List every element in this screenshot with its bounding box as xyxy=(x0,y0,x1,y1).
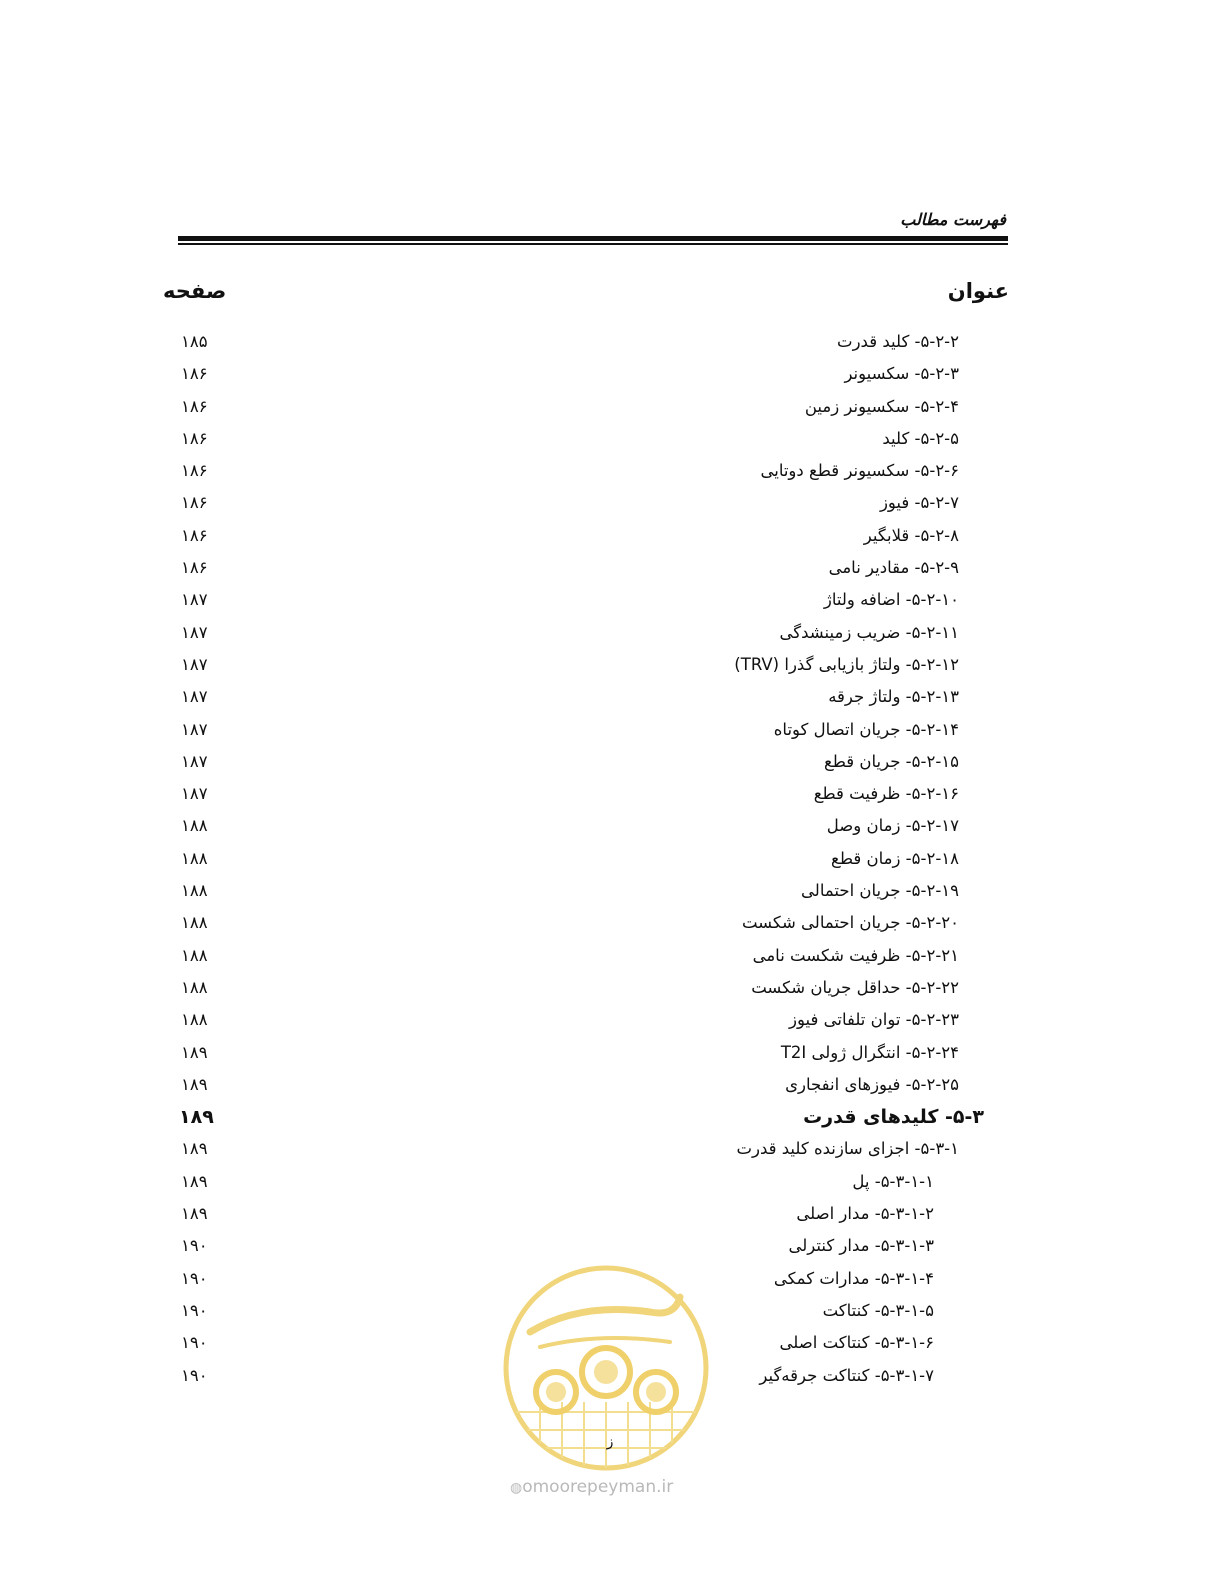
toc-entry xyxy=(0,778,1224,810)
toc-entry xyxy=(0,1166,1224,1198)
toc-entry-page: ۱۸۶ xyxy=(181,461,208,481)
column-heading-page: صفحه xyxy=(163,279,227,303)
toc-entry xyxy=(0,358,1224,390)
toc-entry-page: ۱۸۸ xyxy=(181,977,208,997)
toc-entry-page: ۱۸۶ xyxy=(181,525,208,545)
toc-entry-title: ۵-۳-۱-۴- مدارات کمکی xyxy=(773,1268,934,1288)
toc-entry xyxy=(0,455,1224,487)
toc-entry-page: ۱۸۷ xyxy=(181,654,208,674)
toc-entry-title: ۵-۳-۱-۵- کنتاکت xyxy=(822,1300,934,1320)
toc-entry xyxy=(0,907,1224,939)
toc-entry-page: ۱۸۹ xyxy=(181,1139,208,1159)
toc-entry-title: ۵-۲-۳- سکسیونر xyxy=(844,364,959,384)
toc-entry xyxy=(0,1069,1224,1101)
toc-entry xyxy=(0,391,1224,423)
toc-entry-page: ۱۸۶ xyxy=(181,558,208,578)
toc-section-heading xyxy=(0,1101,1224,1133)
toc-entry-page: ۱۸۸ xyxy=(181,945,208,965)
toc-entry-page: ۱۸۶ xyxy=(181,396,208,416)
toc-entry-page: ۱۹۰ xyxy=(181,1300,208,1320)
toc-entry-title: ۵-۲-۲۰- جریان احتمالی شکست xyxy=(741,913,959,933)
toc-entry xyxy=(0,875,1224,907)
toc-entry-page: ۱۸۶ xyxy=(181,493,208,513)
toc-entry-title: ۵-۲-۱۳- ولتاژ جرقه xyxy=(828,687,959,707)
toc-entry-title: ۵-۳-۱-۱- پل xyxy=(852,1171,934,1191)
toc-entry xyxy=(0,520,1224,552)
toc-entry xyxy=(0,1037,1224,1069)
toc-list xyxy=(0,326,1224,1392)
toc-entry-page: ۱۸۹ xyxy=(181,1074,208,1094)
toc-entry-title: ۵-۲-۱۱- ضریب زمینشدگی xyxy=(779,622,959,642)
toc-entry xyxy=(0,1004,1224,1036)
toc-entry-title: ۵-۲-۸- قلابگیر xyxy=(863,525,959,545)
page-number: ز xyxy=(606,1434,614,1450)
toc-entry xyxy=(0,1133,1224,1165)
toc-entry xyxy=(0,487,1224,519)
toc-entry xyxy=(0,746,1224,778)
toc-entry xyxy=(0,423,1224,455)
toc-entry-title: ۵-۲-۲۳- توان تلفاتی فیوز xyxy=(789,1010,959,1030)
toc-entry xyxy=(0,1230,1224,1262)
toc-entry-title: ۵-۲-۲۵- فیوزهای انفجاری xyxy=(785,1074,959,1094)
toc-entry-page: ۱۸۹ xyxy=(181,1204,208,1224)
toc-entry xyxy=(0,972,1224,1004)
header-rule-thick xyxy=(178,236,1008,241)
toc-entry xyxy=(0,649,1224,681)
toc-entry-title: ۵-۲-۲۱- ظرفیت شکست نامی xyxy=(752,945,959,965)
toc-entry-page: ۱۸۹ xyxy=(181,1042,208,1062)
toc-entry xyxy=(0,810,1224,842)
toc-entry-page: ۱۹۰ xyxy=(181,1333,208,1353)
toc-entry xyxy=(0,326,1224,358)
toc-entry-title: ۵-۲-۱۰- اضافه ولتاژ xyxy=(823,590,959,610)
toc-entry-page: ۱۸۵ xyxy=(181,332,208,351)
toc-entry-page: ۱۸۹ xyxy=(181,1171,208,1191)
toc-entry-page: ۱۹۰ xyxy=(181,1365,208,1385)
toc-entry xyxy=(0,714,1224,746)
toc-entry-title: ۵-۳-۱-۲- مدار اصلی xyxy=(796,1204,934,1224)
toc-entry-page: ۱۸۸ xyxy=(181,913,208,933)
toc-entry-title: ۵-۲-۶- سکسیونر قطع دوتایی xyxy=(760,461,959,481)
toc-entry-page: ۱۸۷ xyxy=(181,687,208,707)
toc-entry-page: ۱۸۷ xyxy=(181,719,208,739)
toc-entry xyxy=(0,843,1224,875)
toc-entry-page: ۱۸۷ xyxy=(181,784,208,804)
toc-entry-page: ۱۸۸ xyxy=(181,1010,208,1030)
toc-entry-title: ۵-۲-۲۴- انتگرال ژولی T2I xyxy=(780,1042,959,1062)
toc-entry-title: ۵-۲-۲- کلید قدرت xyxy=(837,332,959,351)
toc-entry-page: ۱۸۸ xyxy=(181,881,208,901)
globe-icon: ◍ xyxy=(510,1480,523,1496)
toc-entry-title: ۵-۲-۱۵- جریان قطع xyxy=(823,751,959,771)
header-rule-thin xyxy=(178,243,1008,245)
toc-entry-title: ۵-۲-۷- فیوز xyxy=(879,493,959,513)
toc-entry-title: ۵-۲-۹- مقادیر نامی xyxy=(828,558,959,578)
toc-entry xyxy=(0,617,1224,649)
toc-entry-title: ۵-۲-۱۹- جریان احتمالی xyxy=(801,881,959,901)
toc-entry-title: ۵-۲-۴- سکسیونر زمین xyxy=(804,396,959,416)
toc-entry xyxy=(0,1198,1224,1230)
toc-entry-page: ۱۸۹ xyxy=(179,1106,214,1129)
toc-entry-page: ۱۹۰ xyxy=(181,1268,208,1288)
toc-entry-page: ۱۹۰ xyxy=(181,1236,208,1256)
toc-entry-title: ۵-۲-۱۶- ظرفیت قطع xyxy=(813,784,959,804)
toc-entry-page: ۱۸۶ xyxy=(181,364,208,384)
toc-entry-title: ۵-۳-۱-۶- کنتاکت اصلی xyxy=(779,1333,934,1353)
toc-entry-page: ۱۸۷ xyxy=(181,590,208,610)
watermark-text: omoorepeyman.ir xyxy=(522,1477,674,1497)
toc-entry-title: ۵-۳-۱-۷- کنتاکت جرقه‌گیر xyxy=(759,1365,934,1385)
toc-entry-page: ۱۸۷ xyxy=(181,751,208,771)
toc-entry-page: ۱۸۷ xyxy=(181,622,208,642)
toc-entry-title: ۵-۲-۲۲- حداقل جریان شکست xyxy=(751,977,959,997)
toc-entry-title: ۵-۲-۱۴- جریان اتصال کوتاه xyxy=(773,719,959,739)
toc-entry-page: ۱۸۸ xyxy=(181,816,208,836)
column-heading-title: عنوان xyxy=(947,279,1009,303)
toc-entry xyxy=(0,681,1224,713)
watermark-url xyxy=(510,1477,673,1497)
toc-entry xyxy=(0,552,1224,584)
toc-entry-title: ۵-۳-۱- اجزای سازنده کلید قدرت xyxy=(736,1139,959,1159)
toc-entry-title: ۵-۲-۱۸- زمان قطع xyxy=(831,848,959,868)
toc-entry xyxy=(0,584,1224,616)
toc-entry-page: ۱۸۶ xyxy=(181,428,208,448)
toc-entry-title: ۵-۲-۵- کلید xyxy=(882,428,959,448)
toc-entry-title: ۵-۳- کلیدهای قدرت xyxy=(803,1106,984,1129)
toc-entry-title: ۵-۲-۱۷- زمان وصل xyxy=(826,816,959,836)
running-title: فهرست مطالب xyxy=(900,210,1006,229)
toc-entry xyxy=(0,940,1224,972)
toc-entry-title: ۵-۲-۱۲- ولتاژ بازیابی گذرا (TRV) xyxy=(734,654,959,674)
toc-entry-page: ۱۸۸ xyxy=(181,848,208,868)
toc-entry-title: ۵-۳-۱-۳- مدار کنترلی xyxy=(788,1236,934,1256)
